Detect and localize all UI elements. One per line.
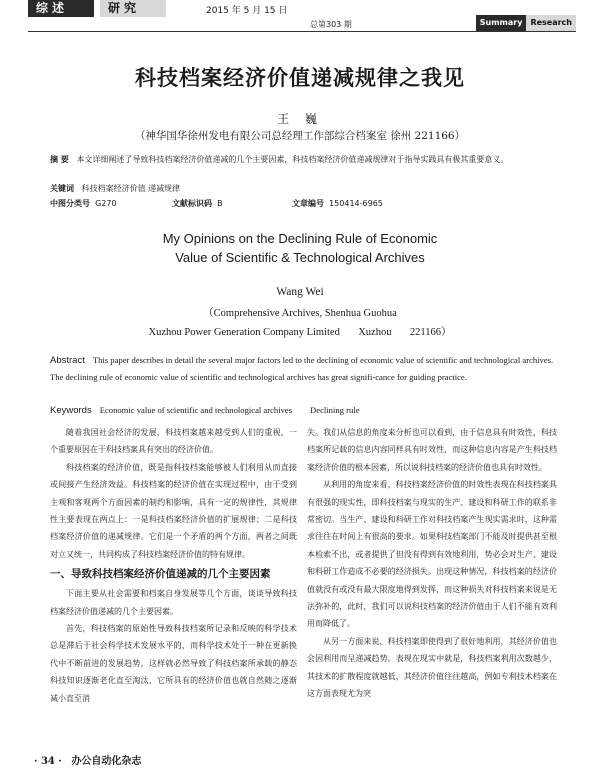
abstract-cn-label: 摘 要	[50, 155, 69, 164]
section-heading-1: 一、导致科技档案经济价值递减的几个主要因素	[50, 568, 271, 581]
clc-value: G270	[95, 199, 117, 208]
doc-code-value: B	[217, 199, 223, 208]
title-en-line1: My Opinions on the Declining Rule of Economic	[162, 231, 438, 246]
abstract-en	[50, 352, 565, 386]
issue-date: 2015 年 5 月 15 日	[206, 6, 288, 16]
abstract-cn-text: 本文详细阐述了导致科技档案经济价值递减的几个主要因素，科技档案经济价值递减规律对于指导实践具有极其重要意义。	[76, 155, 509, 164]
body-column-left	[50, 424, 297, 707]
page-footer	[34, 752, 141, 767]
keywords-en-kw2: Declining rule	[310, 405, 360, 415]
keywords-en-label: Keywords	[50, 405, 92, 416]
affiliation-en-line2: Xuzhou Power Generation Company Limited Xuzhou 221166）	[148, 327, 452, 338]
section-tag-review: 综述	[28, 0, 94, 17]
author-en: Wang Wei	[276, 286, 324, 298]
body-paragraph: 失。我们从信息的角度来分析也可以看到，由于信息具有时效性，科技档案所记载的信息内容同样具有时效性，而这种信息内容是产生科技档案经济价值的根本因素，所以说科技档案的经济价值也具有时效性。	[307, 428, 557, 472]
keywords-en	[50, 405, 565, 416]
keywords-cn	[50, 183, 560, 195]
summary-research-badge	[476, 15, 576, 31]
article-no-value: 150414-6965	[329, 199, 383, 208]
article-no-label: 文章编号	[292, 199, 324, 208]
clc-label: 中图分类号	[50, 199, 90, 208]
keywords-cn-label: 关键词	[50, 184, 74, 193]
summary-label: Summary	[476, 15, 527, 31]
author-cn: 王 巍	[277, 112, 323, 126]
keywords-en-kw1: Economic value of scientific and technological archives	[99, 405, 293, 415]
page-number: · 34 ·	[34, 756, 62, 767]
research-label: Research	[526, 15, 576, 31]
title-en-line2: Value of Scientific & Technological Archives	[175, 250, 425, 265]
affiliation-en	[0, 304, 600, 342]
article-title-en	[0, 229, 600, 267]
body-column-right	[307, 424, 557, 703]
body-paragraph: 从利用的角度来看，科技档案经济价值的时效性表现在科技档案具有很强的现实性，即科技档案与现实的生产、建设和科研工作的联系非常密切。当生产、建设和科研工作对科技档案产生现实需求时，这种需求往往在时间上有很高的要求。如果科技档案部门不能及时提供甚至根本检索不出，或者提供了但没有得到有效地利用，势必会对生产、建设和科研工作造成不必要的经济损失。出现这种情况，科技档案的经济价值就没有或没有最大限度地得到发挥，而这种损失对科技档案来说是无法弥补的，此时，我们可以说科技档案的经济价值由于人们不能有效利用而降低了。	[307, 480, 557, 629]
section-tag-research: 研究	[100, 0, 166, 17]
abstract-cn	[50, 154, 560, 166]
body-paragraph: 随着我国社会经济的发展，科技档案越来越受到人们的重视，一个重要原因在于科技档案具有突出的经济价值。	[50, 428, 297, 455]
body-paragraph: 科技档案的经济价值，既是指科技档案能够被人们利用从而直接或间接产生经济效益。科技档案的经济价值在实现过程中，由于受到主观和客观两个方面因素的制约和影响，具有一定的规律性，其规律性主要表现在两点上：一是科技档案经济价值的扩展规律；二是科技档案经济价值的递减规律。它们是一个矛盾的两个方面，两者之间既对立又统一，共同构成了科技档案经济价值的特有规律。	[50, 462, 297, 559]
issue-number: 总第303 期	[310, 20, 352, 29]
abstract-en-text: This paper describes in detail the several major factors led to the declining of economic value of scientific and technological archives. The declining rule of economic value of scientific and technological archives has great signifi-cance for guiding practice.	[50, 355, 554, 382]
journal-name: 办公自动化杂志	[71, 756, 142, 767]
body-paragraph: 首先，科技档案的原始性导致科技档案所记录和反映的科学技术总是滞后于社会科学技术发展水平的，而科学技术处于一种在更新换代中不断前进的发展趋势，这样就必然导致了科技档案所承载的静态科技知识逐渐老化直至淘汰，它所具有的经济价值也就自然随之逐渐减小直至消	[50, 624, 297, 703]
doc-code-label: 文献标识码	[172, 199, 212, 208]
keywords-cn-text: 科技档案经济价值 递减规律	[81, 184, 181, 193]
affiliation-cn: （神华国华徐州发电有限公司总经理工作部综合档案室 徐州 221166）	[134, 130, 466, 142]
body-paragraph: 从另一方面来说，科技档案即使得到了很好地利用，其经济价值也会因利用而呈递减趋势。表现在现实中就是，科技档案利用次数越少，其技术的扩散程度就越低，其经济价值往往越高，例如专利技术档案在这方面表现尤为突	[307, 636, 557, 699]
header-divider	[28, 31, 576, 32]
affiliation-en-line1: （Comprehensive Archives, Shenhua Guohua	[203, 308, 397, 319]
article-title-cn: 科技档案经济价值递减规律之我见	[135, 66, 465, 90]
abstract-en-label: Abstract	[50, 355, 85, 366]
body-paragraph: 下面主要从社会需要和档案自身发展等几个方面，谈谈导致科技档案经济价值递减的几个主要因素。	[50, 589, 297, 616]
